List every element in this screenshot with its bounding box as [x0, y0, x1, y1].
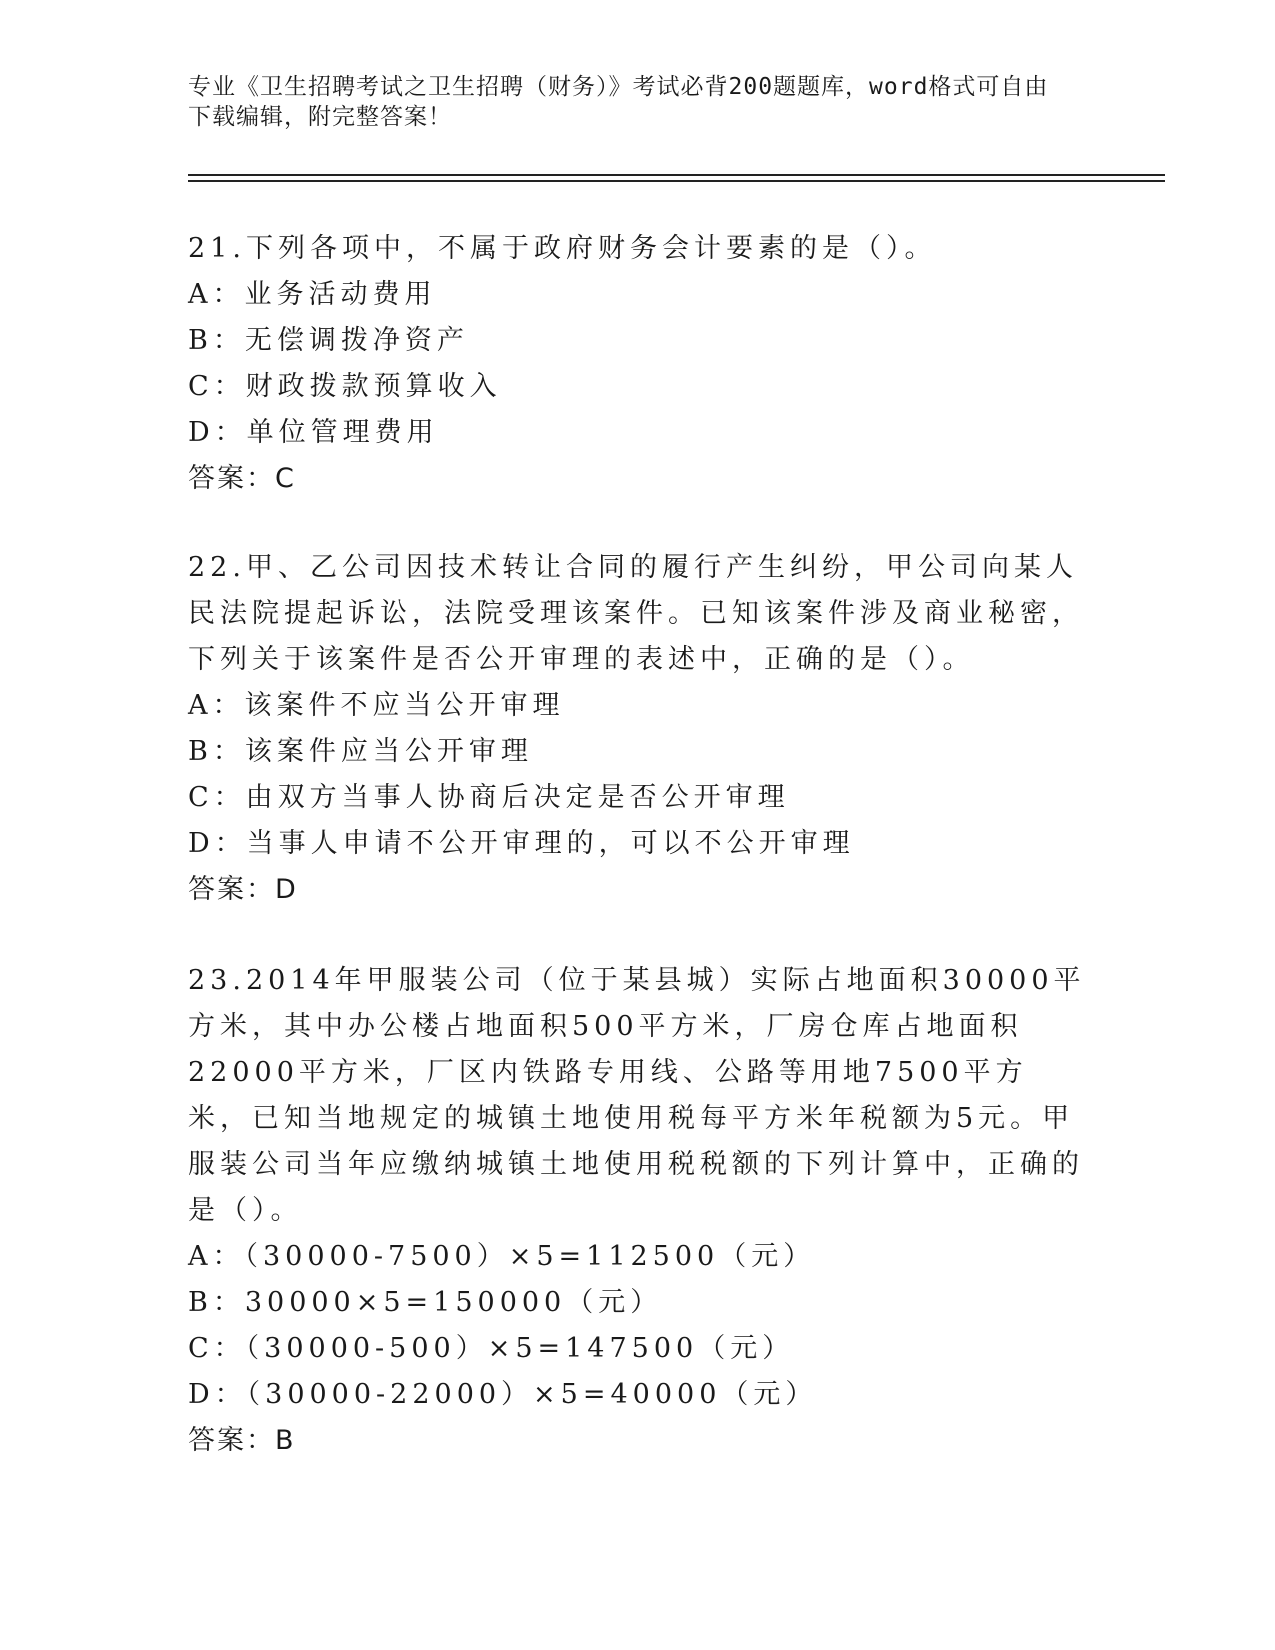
option-d: D：当事人申请不公开审理的，可以不公开审理 [188, 828, 855, 859]
option-c: C：由双方当事人协商后决定是否公开审理 [188, 782, 790, 813]
option-a: A：（30000-7500）×5=112500（元） [188, 1241, 816, 1272]
document-header: 专业《卫生招聘考试之卫生招聘（财务）》考试必背200题题库，word格式可自由下载编辑，附完整答案！ [188, 74, 1049, 130]
answer: 答案：C [188, 463, 296, 494]
option-d: D：单位管理费用 [188, 417, 439, 448]
question-22 [188, 545, 1088, 913]
question-stem: 23.2014年甲服装公司（位于某县城）实际占地面积30000平方米，其中办公楼占地面积500平方米，厂房仓库占地面积22000平方米，厂区内铁路专用线、公路等用地7500平方米，已知当地规定的城镇土地使用税每平方米年税额为5元。甲服装公司当年应缴纳城镇土地使用税税额的下列计算中，正确的是（）。 [188, 965, 1086, 1226]
answer: 答案：D [188, 874, 298, 905]
option-d: D：（30000-22000）×5=40000（元） [188, 1379, 818, 1410]
option-a: A：业务活动费用 [188, 279, 437, 310]
option-c: C：（30000-500）×5=147500（元） [188, 1333, 795, 1364]
question-stem: 22.甲、乙公司因技术转让合同的履行产生纠纷，甲公司向某人民法院提起诉讼，法院受理该案件。已知该案件涉及商业秘密，下列关于该案件是否公开审理的表述中，正确的是（）。 [188, 552, 1084, 675]
question-stem: 21.下列各项中，不属于政府财务会计要素的是（）。 [188, 233, 937, 264]
header-divider-top [188, 174, 1165, 176]
option-b: B：30000×5=150000（元） [188, 1287, 663, 1318]
option-a: A：该案件不应当公开审理 [188, 690, 565, 721]
answer: 答案：B [188, 1425, 296, 1456]
option-b: B：无偿调拨净资产 [188, 325, 469, 356]
header-divider-bottom [188, 180, 1165, 182]
option-b: B：该案件应当公开审理 [188, 736, 533, 767]
question-23 [188, 958, 1088, 1464]
question-21 [188, 226, 1088, 502]
option-c: C：财政拨款预算收入 [188, 371, 502, 402]
